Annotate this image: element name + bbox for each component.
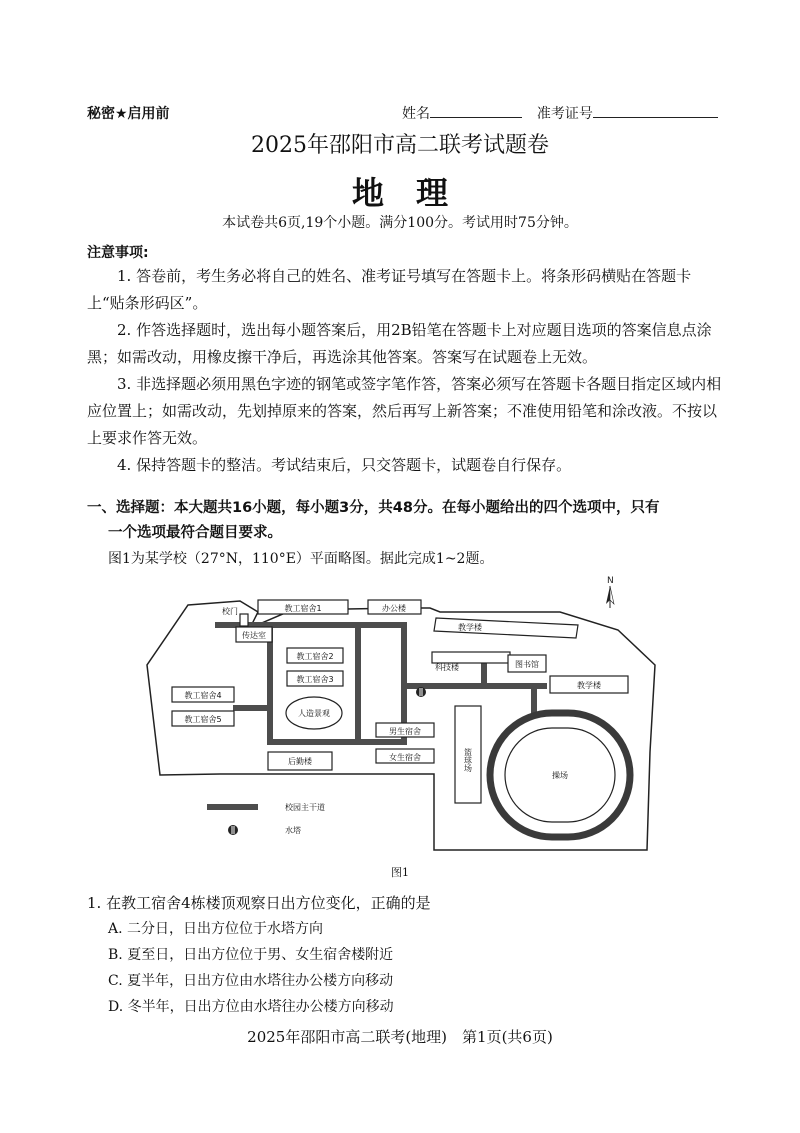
question-1-option-d: D. 冬半年，日出方位由水塔往办公楼方向移动: [108, 999, 394, 1015]
label-female-dorm: 女生宿舍: [389, 753, 421, 762]
label-dorm-2: 教工宿舍2: [296, 652, 334, 661]
legend-tower-label: 水塔: [285, 826, 301, 835]
legend-road-label: 校园主干道: [285, 803, 325, 812]
label-library: 图书馆: [515, 660, 539, 669]
building-science: [432, 652, 510, 663]
label-dorm-3: 教工宿舍3: [296, 675, 334, 684]
question-1-stem: 1. 在教工宿舍4栋楼顶观察日出方位变化，正确的是: [87, 894, 431, 912]
subject-title: 地 理: [351, 174, 448, 212]
exam-info: 本试卷共6页,19个小题。满分100分。考试用时75分钟。: [222, 215, 578, 231]
label-science: 科技楼: [435, 663, 459, 672]
figure-intro: 图1为某学校（27°N，110°E）平面略图。据此完成1~2题。: [108, 551, 494, 567]
building-teaching-1: [434, 618, 578, 638]
name-label: 姓名: [402, 106, 430, 122]
exam-title: 2025年邵阳市高二联考试题卷: [251, 133, 549, 158]
north-arrow: [606, 576, 614, 608]
label-gate: 校门: [222, 607, 238, 616]
label-dorm-4: 教工宿舍4: [184, 691, 222, 700]
water-tower-symbol: [416, 687, 426, 697]
label-dorm-1: 教工宿舍1: [284, 604, 322, 613]
section-heading-line2: 一个选项最符合题目要求。: [108, 525, 282, 541]
question-1-option-c: C. 夏半年，日出方位由水塔往办公楼方向移动: [108, 973, 394, 989]
note-item-1: 1. 答卷前，考生务必将自己的姓名、准考证号填写在答题卡上。将条形码横贴在答题卡上“贴条形码区”。: [87, 267, 692, 312]
question-1-option-a: A. 二分日，日出方位位于水塔方向: [108, 921, 324, 937]
label-office: 办公楼: [382, 604, 406, 613]
label-field: 操场: [552, 771, 568, 780]
question-1-option-b: B. 夏至日，日出方位位于男、女生宿舍楼附近: [108, 947, 394, 963]
label-teaching-2: 教学楼: [577, 681, 601, 690]
section-heading-line1: 一、选择题：本大题共16小题，每小题3分，共48分。在每小题给出的四个选项中，只有: [87, 500, 660, 516]
map-legend: [207, 802, 325, 835]
label-dorm-5: 教工宿舍5: [184, 715, 222, 724]
label-logistics: 后勤楼: [288, 757, 312, 766]
label-teaching-1: 教学楼: [458, 623, 482, 632]
page-footer: 2025年邵阳市高二联考(地理) 第1页(共6页): [247, 1028, 553, 1046]
note-item-2: 2. 作答选择题时，选出每小题答案后，用2B铅笔在答题卡上对应题目选项的答案信息点涂黑；如需改动，用橡皮擦干净后，再选涂其他答案。答案写在试题卷上无效。: [87, 321, 712, 366]
label-landscape: 人造景观: [298, 709, 330, 718]
gate-marker: [240, 614, 248, 626]
note-item-3: 3. 非选择题必须用黑色字迹的钢笔或签字笔作答，答案必须写在答题卡各题目指定区域内相应位置上；如需改动，先划掉原来的答案，然后再写上新答案；不准使用铅笔和涂改液。不按以上要求作答无效。: [87, 375, 722, 447]
note-item-4: 4. 保持答题卡的整洁。考试结束后，只交答题卡，试题卷自行保存。: [117, 456, 572, 474]
notes-heading: 注意事项:: [87, 245, 149, 261]
confidential-mark: 秘密★启用前: [87, 106, 170, 122]
north-label: N: [607, 576, 614, 586]
label-guard-room: 传达室: [242, 631, 266, 640]
figure-caption: 图1: [391, 866, 409, 879]
id-label: 准考证号: [536, 106, 593, 122]
label-basketball: 篮球场: [463, 748, 473, 772]
label-male-dorm: 男生宿舍: [389, 727, 421, 736]
